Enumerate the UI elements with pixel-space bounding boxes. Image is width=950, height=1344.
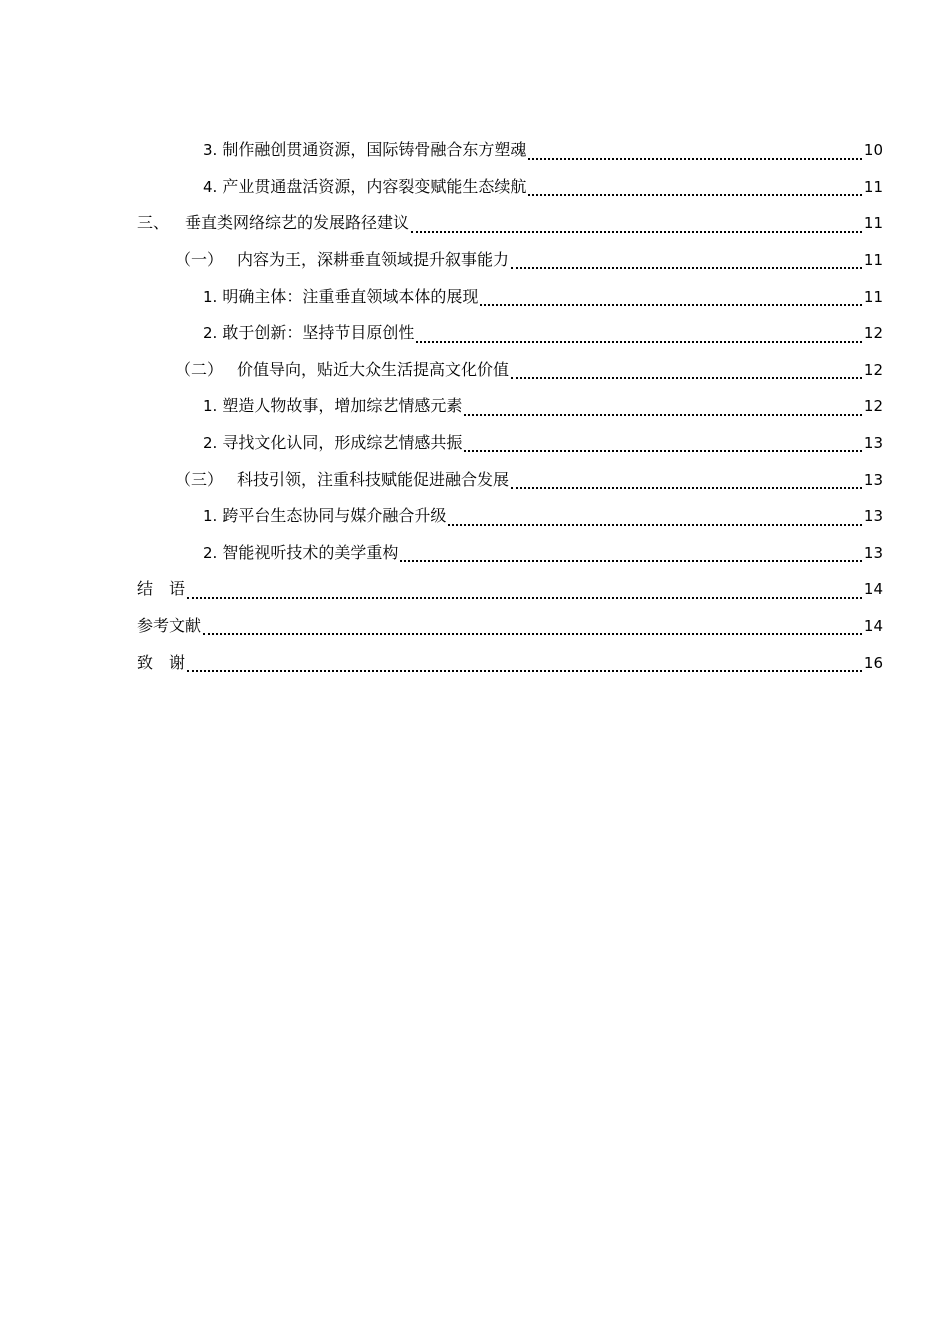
toc-entry-number: 2. bbox=[203, 324, 218, 343]
table-of-contents bbox=[0, 132, 950, 681]
toc-entry-page: 13 bbox=[863, 434, 883, 453]
toc-entry-title: 3. 制作融创贯通资源，国际铸骨融合东方塑魂 bbox=[203, 140, 527, 160]
toc-entry-page: 11 bbox=[863, 214, 883, 233]
toc-entry-title: 三、 垂直类网络综艺的发展路径建议 bbox=[137, 213, 410, 233]
toc-entry-number: 1. bbox=[203, 287, 218, 306]
toc-entry bbox=[0, 498, 950, 535]
toc-entry-title: 2. 敢于创新：坚持节目原创性 bbox=[203, 323, 415, 343]
toc-entry bbox=[0, 388, 950, 425]
toc-entry-page: 12 bbox=[863, 360, 883, 379]
toc-entry bbox=[0, 352, 950, 389]
toc-entry bbox=[0, 242, 950, 279]
toc-entry-page: 12 bbox=[863, 324, 883, 343]
toc-entry-title: 1. 明确主体：注重垂直领域本体的展现 bbox=[203, 286, 479, 306]
toc-entry-title: 结 语 bbox=[137, 579, 186, 599]
toc-entry bbox=[0, 205, 950, 242]
toc-entry-title: （三） 科技引领，注重科技赋能促进融合发展 bbox=[175, 469, 510, 489]
toc-entry-title: （一） 内容为王，深耕垂直领域提升叙事能力 bbox=[175, 250, 510, 270]
toc-entry-number: 三、 bbox=[137, 213, 170, 233]
toc-entry-number: 2. bbox=[203, 434, 218, 453]
toc-entry-title: 2. 寻找文化认同，形成综艺情感共振 bbox=[203, 433, 463, 453]
toc-entry-page: 10 bbox=[863, 141, 883, 160]
dot-leader bbox=[187, 597, 862, 599]
dot-leader bbox=[203, 633, 862, 635]
toc-entry bbox=[0, 425, 950, 462]
dot-leader bbox=[187, 670, 862, 672]
toc-entry-page: 16 bbox=[863, 653, 883, 672]
toc-entry bbox=[0, 644, 950, 681]
toc-entry-number: （一） bbox=[175, 250, 224, 270]
toc-entry-page: 13 bbox=[863, 507, 883, 526]
dot-leader bbox=[511, 267, 862, 269]
toc-entry-title: （二） 价值导向，贴近大众生活提高文化价值 bbox=[175, 359, 510, 379]
toc-entry-page: 11 bbox=[863, 251, 883, 270]
dot-leader bbox=[464, 450, 861, 452]
toc-entry-title: 4. 产业贯通盘活资源，内容裂变赋能生态续航 bbox=[203, 176, 527, 196]
toc-entry bbox=[0, 132, 950, 169]
dot-leader bbox=[464, 414, 861, 416]
toc-entry-title: 1. 跨平台生态协同与媒介融合升级 bbox=[203, 506, 447, 526]
toc-entry bbox=[0, 315, 950, 352]
toc-entry bbox=[0, 608, 950, 645]
toc-entry bbox=[0, 535, 950, 572]
dot-leader bbox=[400, 560, 861, 562]
toc-entry-number: 4. bbox=[203, 177, 218, 196]
toc-entry-number: 1. bbox=[203, 507, 218, 526]
toc-entry-title: 2. 智能视听技术的美学重构 bbox=[203, 542, 399, 562]
toc-entry-page: 13 bbox=[863, 470, 883, 489]
toc-entry bbox=[0, 571, 950, 608]
toc-entry-title: 致 谢 bbox=[137, 652, 186, 672]
toc-entry-number: 1. bbox=[203, 397, 218, 416]
toc-entry bbox=[0, 461, 950, 498]
dot-leader bbox=[448, 524, 861, 526]
toc-entry-page: 14 bbox=[863, 580, 883, 599]
dot-leader bbox=[511, 487, 862, 489]
dot-leader bbox=[511, 377, 862, 379]
toc-entry-page: 13 bbox=[863, 543, 883, 562]
toc-entry-title: 1. 塑造人物故事，增加综艺情感元素 bbox=[203, 396, 463, 416]
dot-leader bbox=[411, 231, 862, 233]
toc-entry-page: 11 bbox=[863, 287, 883, 306]
dot-leader bbox=[480, 304, 861, 306]
toc-entry-number: （三） bbox=[175, 469, 224, 489]
dot-leader bbox=[528, 194, 861, 196]
toc-entry-page: 12 bbox=[863, 397, 883, 416]
toc-entry-number: 3. bbox=[203, 141, 218, 160]
dot-leader bbox=[416, 341, 861, 343]
toc-entry bbox=[0, 278, 950, 315]
toc-entry-number: （二） bbox=[175, 359, 224, 379]
toc-entry-page: 11 bbox=[863, 177, 883, 196]
toc-entry-title: 参考文献 bbox=[137, 616, 202, 636]
toc-entry-number: 2. bbox=[203, 543, 218, 562]
dot-leader bbox=[528, 158, 861, 160]
toc-entry bbox=[0, 169, 950, 206]
toc-entry-page: 14 bbox=[863, 617, 883, 636]
